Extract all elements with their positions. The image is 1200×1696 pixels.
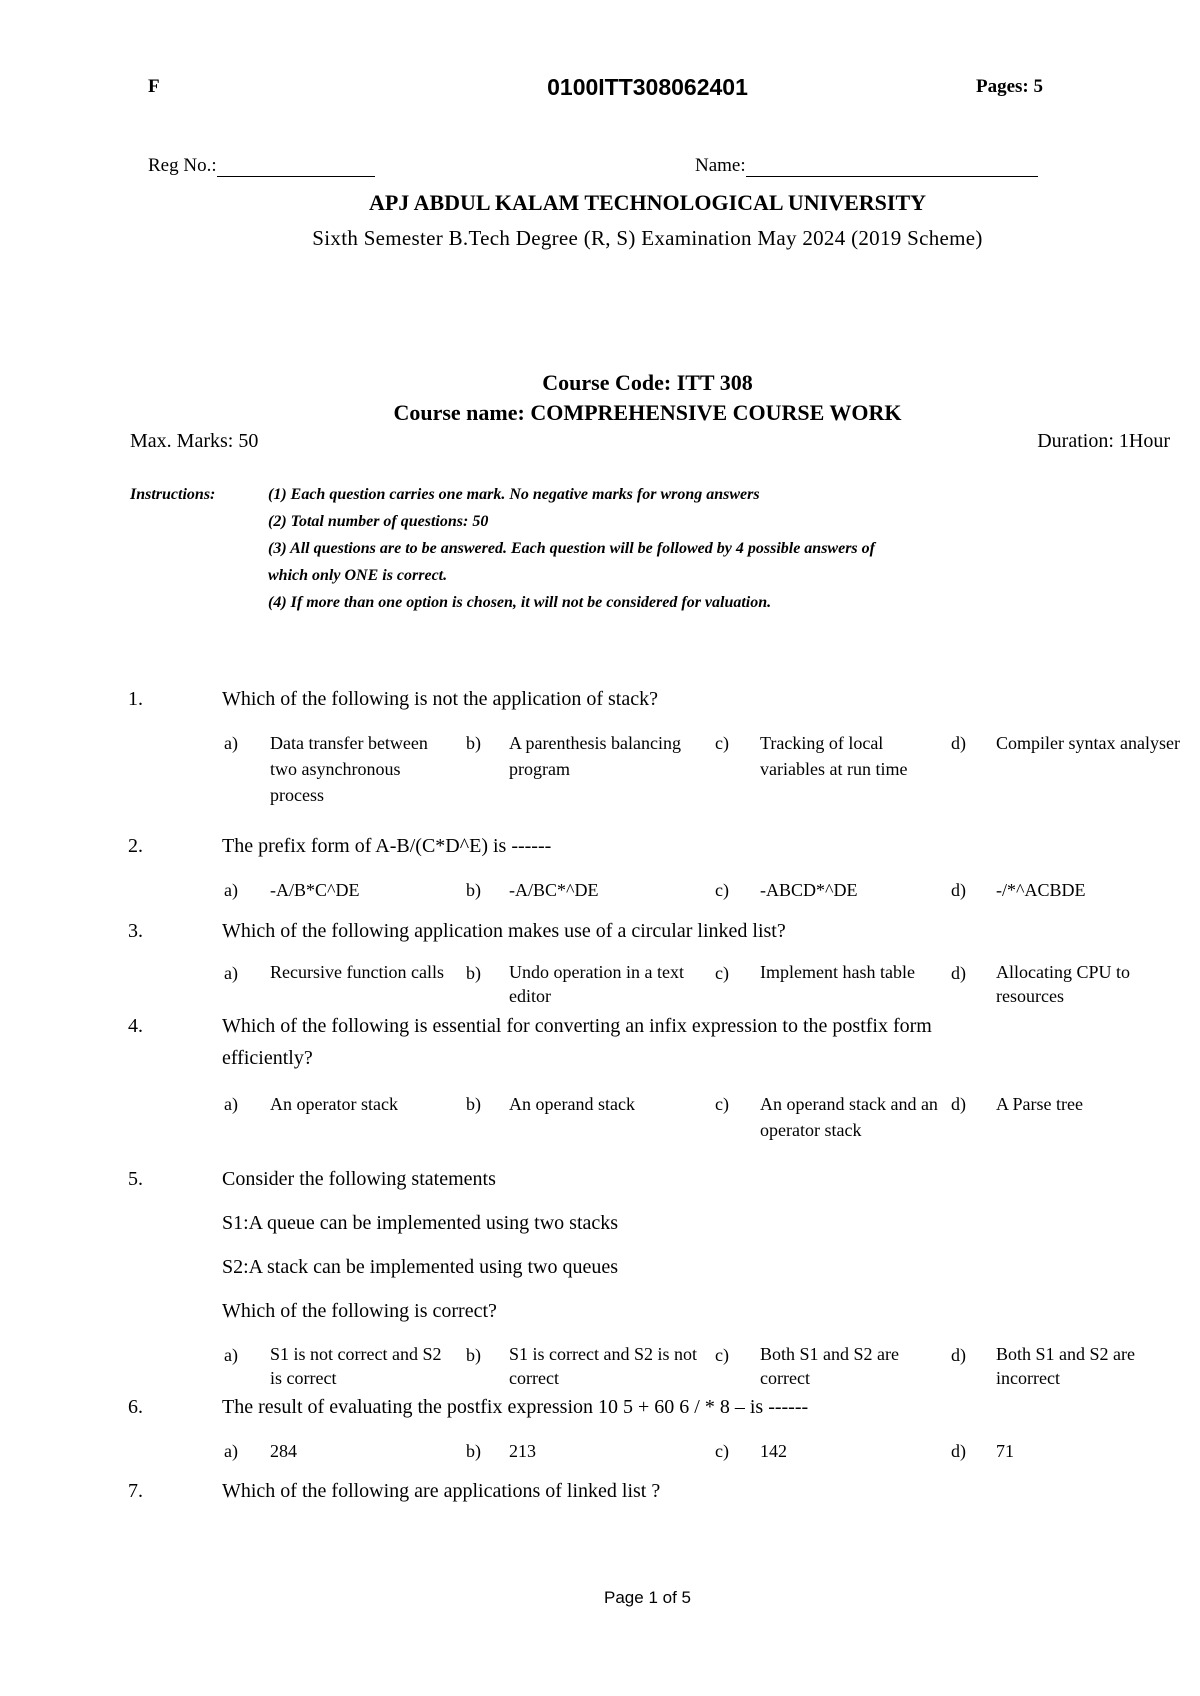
- name-label: Name:: [695, 155, 746, 176]
- option-text: Compiler syntax analyser: [996, 733, 1180, 753]
- option-text: Allocating CPU to resources: [996, 962, 1130, 1006]
- question-text: Which of the following is essential for converting an infix expression to the postfix form: [222, 1015, 932, 1037]
- option-text: Both S1 and S2 are incorrect: [996, 1344, 1135, 1388]
- option-text: A Parse tree: [996, 1094, 1083, 1114]
- option-text: Data transfer between two asynchronous process: [270, 733, 428, 805]
- question-text: Which of the following are applications of linked list ?: [222, 1480, 661, 1502]
- option-label: b): [466, 1345, 481, 1365]
- page-count: Pages: 5: [976, 76, 1044, 97]
- option-label: a): [224, 1094, 238, 1114]
- option-label: c): [715, 1345, 729, 1365]
- question-number: 5.: [128, 1168, 143, 1190]
- statement-s1: S1:A queue can be implemented using two stacks: [222, 1212, 619, 1234]
- question-text: Consider the following statements: [222, 1168, 496, 1190]
- instructions-label: Instructions:: [130, 486, 216, 503]
- option-label: c): [715, 1094, 729, 1114]
- option-text: S1 is not correct and S2 is correct: [270, 1344, 442, 1388]
- option-label: b): [466, 880, 481, 900]
- paper-code: 0100ITT308062401: [547, 74, 748, 100]
- reg-no-field: [148, 155, 375, 177]
- university-name: APJ ABDUL KALAM TECHNOLOGICAL UNIVERSITY: [368, 190, 927, 215]
- question-number: 1.: [128, 688, 143, 710]
- course-code: Course Code: ITT 308: [542, 370, 753, 395]
- option-text: An operator stack: [270, 1094, 398, 1114]
- option-text: A parenthesis balancing program: [509, 733, 681, 779]
- question-number: 4.: [128, 1015, 143, 1037]
- statement-s2: S2:A stack can be implemented using two queues: [222, 1256, 619, 1278]
- option-label: a): [224, 963, 238, 983]
- option-label: a): [224, 1441, 238, 1461]
- option-label: d): [951, 1094, 966, 1114]
- name-line: [746, 158, 1038, 177]
- option-text: Tracking of local variables at run time: [760, 733, 908, 779]
- option-label: d): [951, 963, 966, 983]
- option-label: d): [951, 1441, 966, 1461]
- name-field: [695, 155, 1038, 177]
- reg-no-label: Reg No.:: [148, 155, 217, 176]
- option-label: a): [224, 880, 238, 900]
- option-label: c): [715, 963, 729, 983]
- question-number: 2.: [128, 835, 143, 857]
- instruction-line: (3) All questions are to be answered. Each question will be followed by 4 possible answers of: [268, 540, 875, 557]
- option-text: -A/BC*^DE: [509, 880, 599, 900]
- question-text: The result of evaluating the postfix expression 10 5 + 60 6 / * 8 – is ------: [222, 1396, 809, 1418]
- option-label: d): [951, 733, 966, 753]
- question-text: Which of the following application makes use of a circular linked list?: [222, 920, 786, 942]
- option-label: d): [951, 1345, 966, 1365]
- instruction-line: which only ONE is correct.: [268, 567, 448, 584]
- reg-no-line: [217, 158, 375, 177]
- option-label: c): [715, 1441, 729, 1461]
- instruction-line: (4) If more than one option is chosen, it will not be considered for valuation.: [268, 594, 772, 611]
- option-label: b): [466, 1441, 481, 1461]
- option-text: 142: [760, 1441, 787, 1461]
- option-text: 284: [270, 1441, 297, 1461]
- instruction-line: (1) Each question carries one mark. No negative marks for wrong answers: [268, 486, 760, 503]
- option-text: Implement hash table: [760, 962, 915, 982]
- set-code: F: [148, 76, 160, 97]
- option-text: S1 is correct and S2 is not correct: [509, 1344, 697, 1388]
- option-text: Undo operation in a text editor: [509, 962, 684, 1006]
- option-text: -ABCD*^DE: [760, 880, 858, 900]
- question-number: 3.: [128, 920, 143, 942]
- option-label: c): [715, 733, 729, 753]
- exam-title: Sixth Semester B.Tech Degree (R, S) Examination May 2024 (2019 Scheme): [312, 226, 983, 250]
- option-label: d): [951, 880, 966, 900]
- option-text: -/*^ACBDE: [996, 880, 1086, 900]
- question-number: 6.: [128, 1396, 143, 1418]
- duration: Duration: 1Hour: [1037, 430, 1170, 452]
- question-number: 7.: [128, 1480, 143, 1502]
- option-label: b): [466, 963, 481, 983]
- page-footer: Page 1 of 5: [604, 1588, 691, 1607]
- question-text: Which of the following is not the application of stack?: [222, 688, 658, 710]
- option-text: 71: [996, 1441, 1014, 1461]
- question-text-cont: efficiently?: [222, 1047, 313, 1069]
- option-text: An operand stack and an operator stack: [760, 1094, 938, 1140]
- option-text: 213: [509, 1441, 536, 1461]
- option-label: b): [466, 733, 481, 753]
- option-label: a): [224, 733, 238, 753]
- max-marks: Max. Marks: 50: [130, 430, 259, 452]
- course-name: Course name: COMPREHENSIVE COURSE WORK: [393, 400, 902, 425]
- question-prompt: Which of the following is correct?: [222, 1300, 497, 1322]
- option-text: An operand stack: [509, 1094, 635, 1114]
- option-text: -A/B*C^DE: [270, 880, 360, 900]
- option-label: b): [466, 1094, 481, 1114]
- option-text: Both S1 and S2 are correct: [760, 1344, 899, 1388]
- option-label: a): [224, 1345, 238, 1365]
- question-text: The prefix form of A-B/(C*D^E) is ------: [222, 835, 552, 857]
- option-label: c): [715, 880, 729, 900]
- option-text: Recursive function calls: [270, 962, 444, 982]
- instruction-line: (2) Total number of questions: 50: [268, 513, 489, 530]
